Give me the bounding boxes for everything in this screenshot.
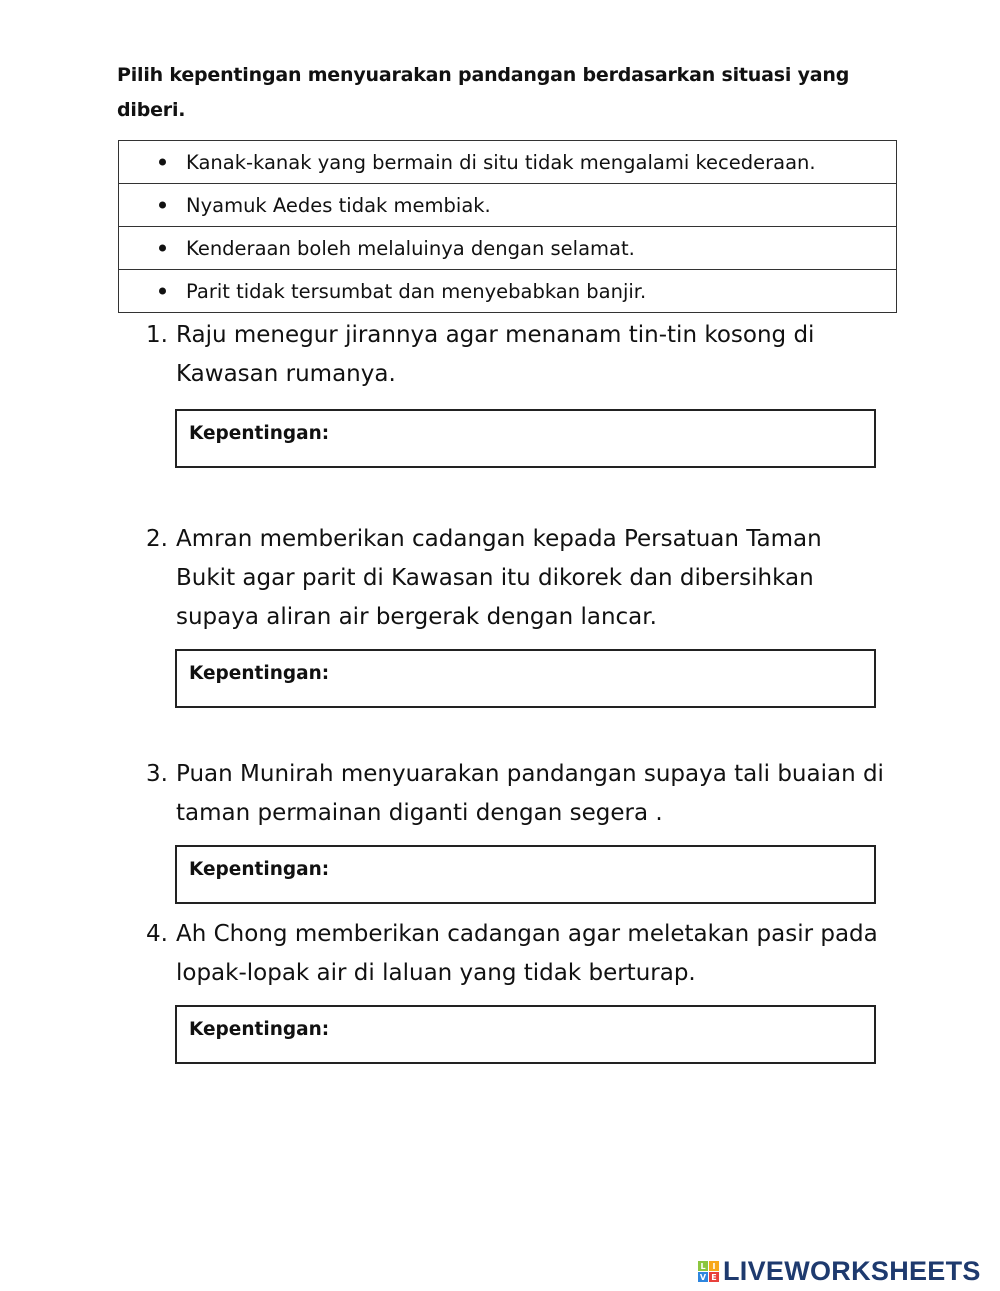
answer-box-2[interactable]	[175, 649, 876, 708]
question-number: 1.	[146, 322, 168, 348]
option-text: Kanak-kanak yang bermain di situ tidak mengalami kecederaan.	[186, 150, 816, 174]
liveworksheets-logo	[698, 1256, 981, 1287]
option-row	[119, 270, 897, 313]
bullet-icon	[159, 245, 166, 252]
answer-box-4[interactable]	[175, 1005, 876, 1064]
question-1	[146, 316, 886, 394]
option-text: Nyamuk Aedes tidak membiak.	[186, 193, 491, 217]
question-text: Raju menegur jirannya agar menanam tin-tin kosong di Kawasan rumanya.	[176, 322, 815, 387]
bullet-icon	[159, 288, 166, 295]
option-row	[119, 141, 897, 184]
question-number: 2.	[146, 526, 168, 552]
question-text: Puan Munirah menyuarakan pandangan supaya tali buaian di taman permainan diganti dengan segera .	[176, 761, 884, 826]
answer-box-1[interactable]	[175, 409, 876, 468]
question-number: 4.	[146, 921, 168, 947]
question-number: 3.	[146, 761, 168, 787]
bullet-icon	[159, 159, 166, 166]
option-row	[119, 184, 897, 227]
question-2	[146, 520, 886, 637]
option-text: Kenderaan boleh melaluinya dengan selamat.	[186, 236, 635, 260]
options-table	[118, 140, 897, 313]
question-3	[146, 755, 886, 833]
instruction-text: Pilih kepentingan menyuarakan pandangan berdasarkan situasi yang diberi.	[117, 64, 850, 121]
answer-box-3[interactable]	[175, 845, 876, 904]
answer-label: Kepentingan:	[189, 1019, 330, 1040]
logo-text: LIVEWORKSHEETS	[723, 1256, 981, 1286]
question-4	[146, 915, 886, 993]
question-text: Ah Chong memberikan cadangan agar meletakan pasir pada lopak-lopak air di laluan yang tidak berturap.	[176, 921, 878, 986]
answer-label: Kepentingan:	[189, 663, 330, 684]
bullet-icon	[159, 202, 166, 209]
live-blocks-icon: L I V E	[698, 1261, 719, 1282]
answer-label: Kepentingan:	[189, 859, 330, 880]
option-text: Parit tidak tersumbat dan menyebabkan banjir.	[186, 279, 647, 303]
question-text: Amran memberikan cadangan kepada Persatuan Taman Bukit agar parit di Kawasan itu dikorek dan dibersihkan supaya aliran air bergerak dengan lancar.	[176, 526, 822, 630]
option-row	[119, 227, 897, 270]
answer-label: Kepentingan:	[189, 423, 330, 444]
